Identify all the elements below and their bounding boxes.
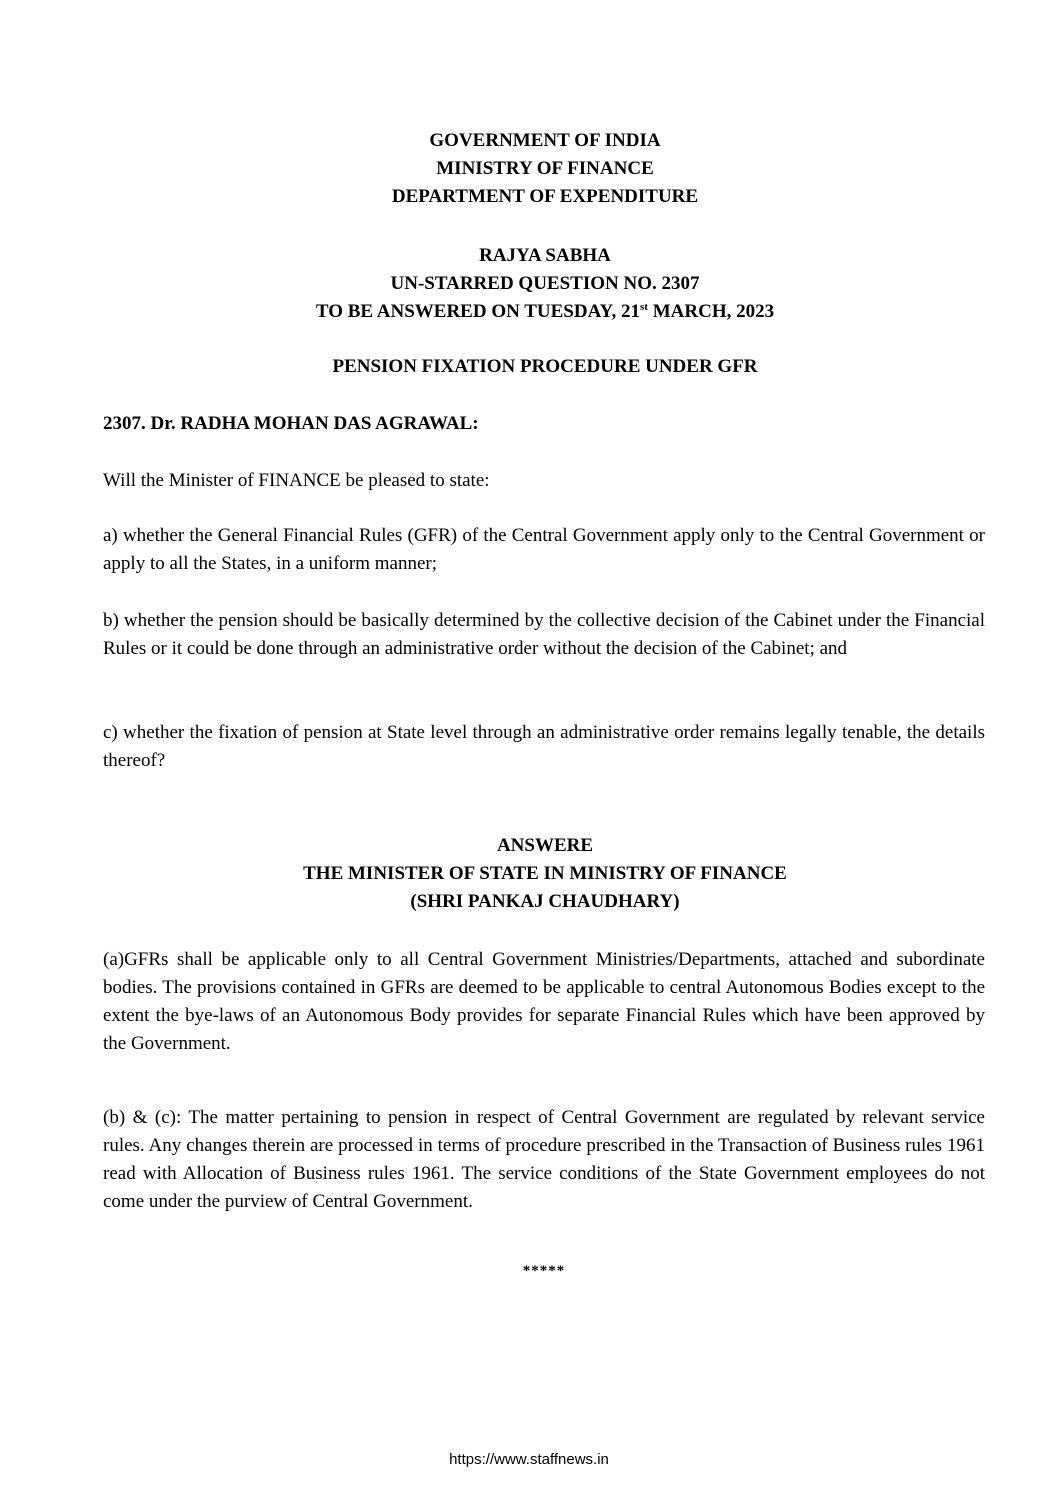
asker-name: 2307. Dr. RADHA MOHAN DAS AGRAWAL: xyxy=(103,413,479,434)
end-marker: ***** xyxy=(522,1263,566,1279)
answer-part-a: (a)GFRs shall be applicable only to all Central Government Ministries/Departments, attached and subordinate bodies. The provisions contained in GFRs are deemed to be applicable to central Autonomous Bodies except to the extent the bye-laws of an Autonomous Body provides for separate Financial Rules which have been approved by the Government. xyxy=(103,949,985,1054)
answer-date-ordinal: st xyxy=(640,301,648,313)
answer-label: ANSWERE xyxy=(496,835,594,856)
question-number: UN-STARRED QUESTION NO. 2307 xyxy=(390,273,700,294)
footer-url[interactable]: https://www.staffnews.in xyxy=(449,1451,609,1468)
government-header xyxy=(16,127,1058,211)
header-line-government: GOVERNMENT OF INDIA xyxy=(429,130,661,151)
question-part-b: b) whether the pension should be basically determined by the collective decision of the Cabinet under the Financial Rules or it could be done through an administrative order without the decision of the Cabinet; and xyxy=(103,610,985,659)
answer-header xyxy=(16,832,1058,916)
header-line-ministry: MINISTRY OF FINANCE xyxy=(436,158,654,179)
header-line-department: DEPARTMENT OF EXPENDITURE xyxy=(391,186,699,207)
answer-part-bc: (b) & (c): The matter pertaining to pension in respect of Central Government are regulated by relevant service rules. Any changes therein are processed in terms of procedure prescribed in the Transaction of Business rules 1961 read with Allocation of Business rules 1961. The service conditions of the State Government employees do not come under the purview of Central Government. xyxy=(103,1107,985,1212)
question-meta xyxy=(16,242,1058,326)
question-intro: Will the Minister of FINANCE be pleased to state: xyxy=(103,470,490,491)
answer-date-suffix: MARCH, 2023 xyxy=(647,301,775,322)
answering-minister-name: (SHRI PANKAJ CHAUDHARY) xyxy=(410,891,680,912)
house-name: RAJYA SABHA xyxy=(479,245,611,266)
answering-minister-title: THE MINISTER OF STATE IN MINISTRY OF FINANCE xyxy=(303,863,787,884)
answer-date-prefix: TO BE ANSWERED ON TUESDAY, 21 xyxy=(315,301,641,322)
subject-title xyxy=(16,353,1058,381)
subject-text: PENSION FIXATION PROCEDURE UNDER GFR xyxy=(332,356,758,377)
question-part-a: a) whether the General Financial Rules (GFR) of the Central Government apply only to the Central Government or apply to all the States, in a uniform manner; xyxy=(103,525,985,574)
question-part-c: c) whether the fixation of pension at State level through an administrative order remains legally tenable, the details thereof? xyxy=(103,722,985,771)
answer-date xyxy=(16,298,1058,326)
